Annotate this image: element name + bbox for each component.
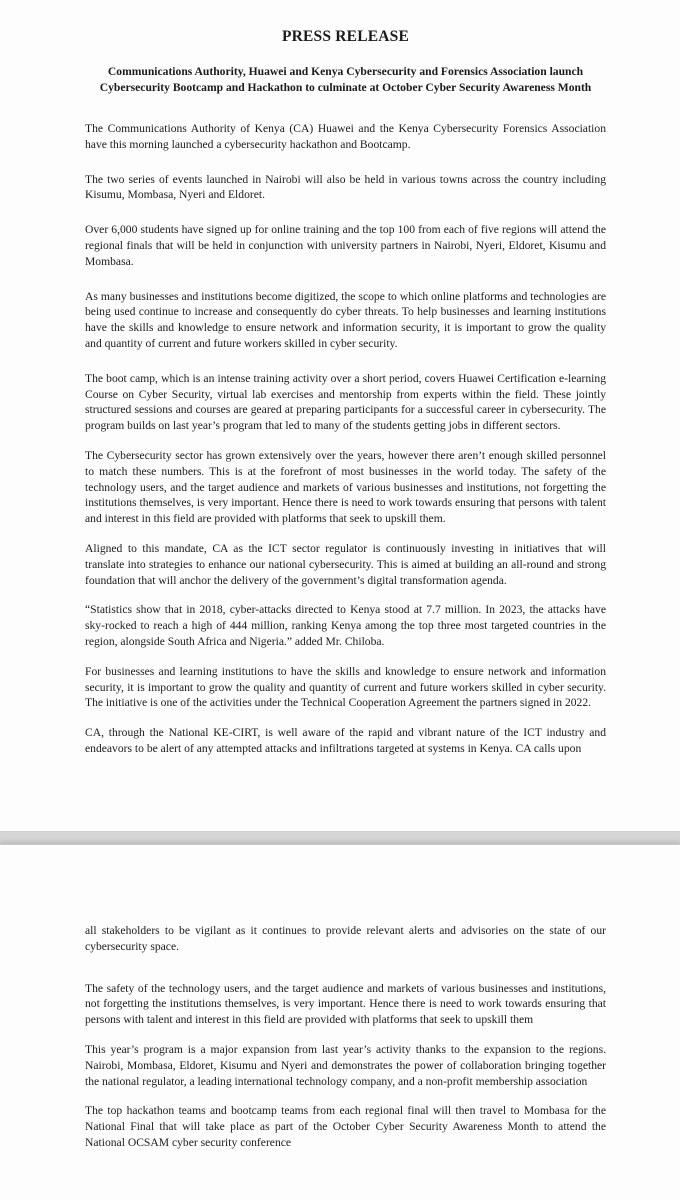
paragraph-digitization: As many businesses and institutions become digitized, the scope to which online platforms and technologies are being used continue to increase and consequently do cyber threats. To help businesses and learning institutions have the skills and knowledge to ensure network and information security, it is important to grow the quality and quantity of current and future workers skilled in cyber security. [85, 289, 606, 350]
page-title: PRESS RELEASE [281, 28, 410, 45]
paragraph-ke-cirt: CA, through the National KE-CIRT, is well aware of the rapid and vibrant nature of the ICT industry and endeavors to be alert of any attempted attacks and infiltrations targeted at systems in Kenya. CA calls upon [85, 726, 606, 755]
paragraph-national-final: The top hackathon teams and bootcamp teams from each regional final will then travel to Mombasa for the National Final that will take place as part of the October Cyber Security Awareness Month to attend the National OCSAM cyber security conference [85, 1104, 606, 1149]
paragraph-mandate: Aligned to this mandate, CA as the ICT sector regulator is continuously investing in initiatives that will translate into strategies to enhance our national cybersecurity. This is aimed at building an all-round and strong foundation that will anchor the delivery of the government’s digital transformation agenda. [85, 541, 606, 587]
paragraph-cooperation: For businesses and learning institutions to have the skills and knowledge to ensure network and information security, it is important to grow the quality and quantity of current and future workers skilled in cyber security. The initiative is one of the activities under the Technical Cooperation Agreement the partners signed in 2022. [85, 664, 606, 710]
paragraph-safety: The safety of the technology users, and the target audience and markets of various businesses and institutions, not forgetting the institutions themselves, is very important. Hence there is need to work towards ensuring that persons with talent and interest in this field are provided with platforms that seek to upskill them [85, 981, 606, 1027]
paragraph-sector-growth: The Cybersecurity sector has grown extensively over the years, however there aren’t enough skilled personnel to match these numbers. This is at the forefront of most businesses in the world today. The safety of the technology users, and the target audience and markets of various businesses and institutions, not forgetting the institutions themselves, is very important. Hence there is need to work towards ensuring that persons with talent and interest in this field are provided with platforms that seek to upskill them. [85, 448, 606, 526]
page-separator [0, 832, 680, 844]
paragraph-expansion: This year’s program is a major expansion from last year’s activity thanks to the expansion to the regions. Nairobi, Mombasa, Eldoret, Kisumu and Nyeri and demonstrates the power of collaboration bringing together the national regulator, a leading international technology company, and a non-profit membership association [85, 1042, 606, 1088]
paragraph-launch: The Communications Authority of Kenya (CA) Huawei and the Kenya Cybersecurity Forensics Association have this morning launched a cybersecurity hackathon and Bootcamp. [85, 122, 606, 151]
paragraph-stakeholders: all stakeholders to be vigilant as it continues to provide relevant alerts and advisories on the state of our cybersecurity space. [85, 924, 606, 953]
press-release-headline: Communications Authority, Huawei and Kenya Cybersecurity and Forensics Association launch Cybersecurity Bootcamp and Hackathon to culminate at October Cyber Security Awareness Month [99, 65, 592, 94]
paragraph-locations: The two series of events launched in Nairobi will also be held in various towns across the country including Kisumu, Mombasa, Nyeri and Eldoret. [85, 172, 606, 202]
document-page-2 [0, 844, 680, 1200]
paragraph-bootcamp: The boot camp, which is an intense training activity over a short period, covers Huawei Certification e-learning Course on Cyber Security, virtual lab exercises and mentorship from experts within the field. These jointly structured sessions and courses are geared at preparing participants for a successful career in cybersecurity. The program builds on last year’s program that led to many of the students getting jobs in different sectors. [85, 371, 606, 433]
paragraph-statistics-quote: “Statistics show that in 2018, cyber-attacks directed to Kenya stood at 7.7 million. In 2023, the attacks have sky-rocked to reach a high of 444 million, ranking Kenya among the top three most targeted countries in the region, alongside South Africa and Nigeria.” added Mr. Chiloba. [85, 603, 606, 648]
paragraph-students: Over 6,000 students have signed up for online training and the top 100 from each of five regions will attend the regional finals that will be held in conjunction with university partners in Nairobi, Nyeri, Eldoret, Kisumu and Mombasa. [85, 223, 606, 268]
